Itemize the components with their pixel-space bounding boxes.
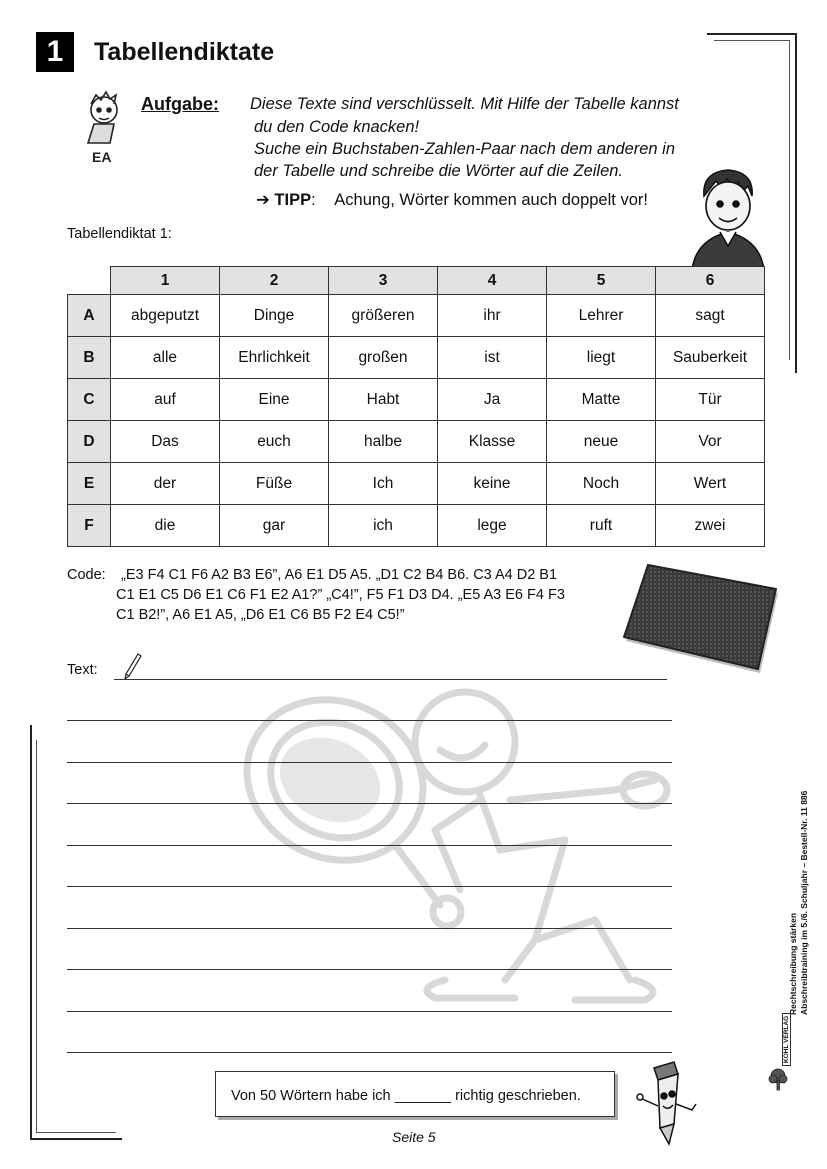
frame-line — [36, 1132, 116, 1133]
table-cell: Ich — [329, 463, 438, 505]
table-cell: ich — [329, 505, 438, 547]
frame-line — [707, 33, 797, 35]
column-header: 1 — [111, 267, 220, 295]
section-label: Tabellendiktat 1: — [67, 226, 172, 242]
table-cell: keine — [438, 463, 547, 505]
table-cell: neue — [547, 421, 656, 463]
table-cell: Noch — [547, 463, 656, 505]
row-header: D — [68, 421, 111, 463]
table-cell: alle — [111, 337, 220, 379]
writing-line[interactable] — [67, 886, 672, 887]
table-row — [68, 421, 765, 463]
arrow-right-icon: ➔ — [256, 191, 270, 209]
frame-line — [789, 40, 790, 360]
publisher-logo — [778, 1010, 800, 1070]
page-title: Tabellendiktate — [94, 38, 275, 66]
sidebar-line: Rechtschreibung stärken — [788, 912, 798, 1015]
code-label: Code: — [67, 567, 106, 583]
table-cell: lege — [438, 505, 547, 547]
table-row — [68, 379, 765, 421]
table-cell: Klasse — [438, 421, 547, 463]
pencil-icon — [120, 650, 142, 680]
table-cell: ihr — [438, 295, 547, 337]
table-row — [68, 337, 765, 379]
tip-label: TIPP — [274, 191, 312, 209]
code-line: C1 E1 C5 D6 E1 C6 F1 E2 A1?” „C4!”, F5 F1 D3 D4. „E5 A3 E6 F4 F3 — [116, 587, 565, 603]
column-header: 3 — [329, 267, 438, 295]
row-header: C — [68, 379, 111, 421]
exercise-number: 1 — [36, 32, 74, 72]
table-cell: größeren — [329, 295, 438, 337]
task-label: Aufgabe: — [141, 94, 219, 114]
table-cell: Ja — [438, 379, 547, 421]
table-cell: Matte — [547, 379, 656, 421]
tip-colon: : — [311, 191, 316, 209]
row-header: E — [68, 463, 111, 505]
table-cell: die — [111, 505, 220, 547]
result-text: Von 50 Wörtern habe ich _______ richtig geschrieben. — [231, 1088, 581, 1104]
table-cell: Dinge — [220, 295, 329, 337]
column-header: 6 — [656, 267, 765, 295]
table-header-row — [68, 267, 765, 295]
tip — [256, 190, 648, 210]
doormat-image — [622, 563, 784, 679]
sidebar-text — [788, 791, 810, 1015]
publisher-label: KOHL VERLAG — [782, 1013, 791, 1066]
pencil-mascot-icon — [634, 1060, 702, 1148]
table-cell: Eine — [220, 379, 329, 421]
table-cell: ruft — [547, 505, 656, 547]
frame-line — [36, 740, 37, 1133]
row-header: A — [68, 295, 111, 337]
row-header: B — [68, 337, 111, 379]
task-line: du den Code knacken! — [254, 118, 420, 136]
boy-illustration — [686, 166, 766, 270]
table-cell: Füße — [220, 463, 329, 505]
table-row — [68, 463, 765, 505]
writing-line[interactable] — [114, 679, 667, 680]
table-cell: euch — [220, 421, 329, 463]
writing-line[interactable] — [67, 803, 672, 804]
table-cell: Habt — [329, 379, 438, 421]
tip-text: Achung, Wörter kommen auch doppelt vor! — [334, 191, 648, 209]
table-cell: gar — [220, 505, 329, 547]
page-number: Seite 5 — [392, 1129, 436, 1145]
table-cell: ist — [438, 337, 547, 379]
table-cell: zwei — [656, 505, 765, 547]
table-row — [68, 505, 765, 547]
table-cell: Lehrer — [547, 295, 656, 337]
column-header: 4 — [438, 267, 547, 295]
task-line: der Tabelle und schreibe die Wörter auf die Zeilen. — [254, 162, 624, 180]
task-line: Diese Texte sind verschlüsselt. Mit Hilfe der Tabelle kannst — [250, 95, 679, 113]
table-cell: Ehrlichkeit — [220, 337, 329, 379]
table-cell: abgeputzt — [111, 295, 220, 337]
writing-line[interactable] — [67, 1011, 672, 1012]
student-reading-icon — [80, 88, 130, 168]
table-cell: Tür — [656, 379, 765, 421]
table-cell: Das — [111, 421, 220, 463]
row-header: F — [68, 505, 111, 547]
table-cell: sagt — [656, 295, 765, 337]
writing-line[interactable] — [67, 928, 672, 929]
table-cell: Sauberkeit — [656, 337, 765, 379]
frame-line — [30, 1138, 122, 1140]
writing-line[interactable] — [67, 762, 672, 763]
table-corner — [68, 267, 111, 295]
writing-line[interactable] — [67, 1052, 672, 1053]
task-line: Suche ein Buchstaben-Zahlen-Paar nach dem anderen in — [254, 140, 676, 158]
column-header: 2 — [220, 267, 329, 295]
table-cell: großen — [329, 337, 438, 379]
table-cell: auf — [111, 379, 220, 421]
table-cell: Vor — [656, 421, 765, 463]
ea-badge: EA — [92, 149, 112, 165]
writing-line[interactable] — [67, 845, 672, 846]
writing-line[interactable] — [67, 720, 672, 721]
writing-line[interactable] — [67, 969, 672, 970]
table-cell: liegt — [547, 337, 656, 379]
frame-line — [795, 33, 797, 373]
sidebar-line: Abschreibtraining im 5./6. Schuljahr – Bestell-Nr. 11 886 — [799, 790, 809, 1015]
table-cell: halbe — [329, 421, 438, 463]
table-cell: Wert — [656, 463, 765, 505]
frame-line — [714, 40, 790, 41]
publisher-sidebar — [780, 745, 810, 1020]
publisher-tree-icon — [766, 1066, 792, 1092]
cipher-table — [67, 266, 765, 547]
code-line: „E3 F4 C1 F6 A2 B3 E6”, A6 E1 D5 A5. „D1 C2 B4 B6. C3 A4 D2 B1 — [121, 567, 558, 583]
table-cell: der — [111, 463, 220, 505]
frame-line — [30, 725, 32, 1140]
table-row — [68, 295, 765, 337]
text-label: Text: — [67, 662, 98, 678]
code-line: C1 B2!”, A6 E1 A5, „D6 E1 C6 B5 F2 E4 C5!” — [116, 607, 405, 623]
column-header: 5 — [547, 267, 656, 295]
